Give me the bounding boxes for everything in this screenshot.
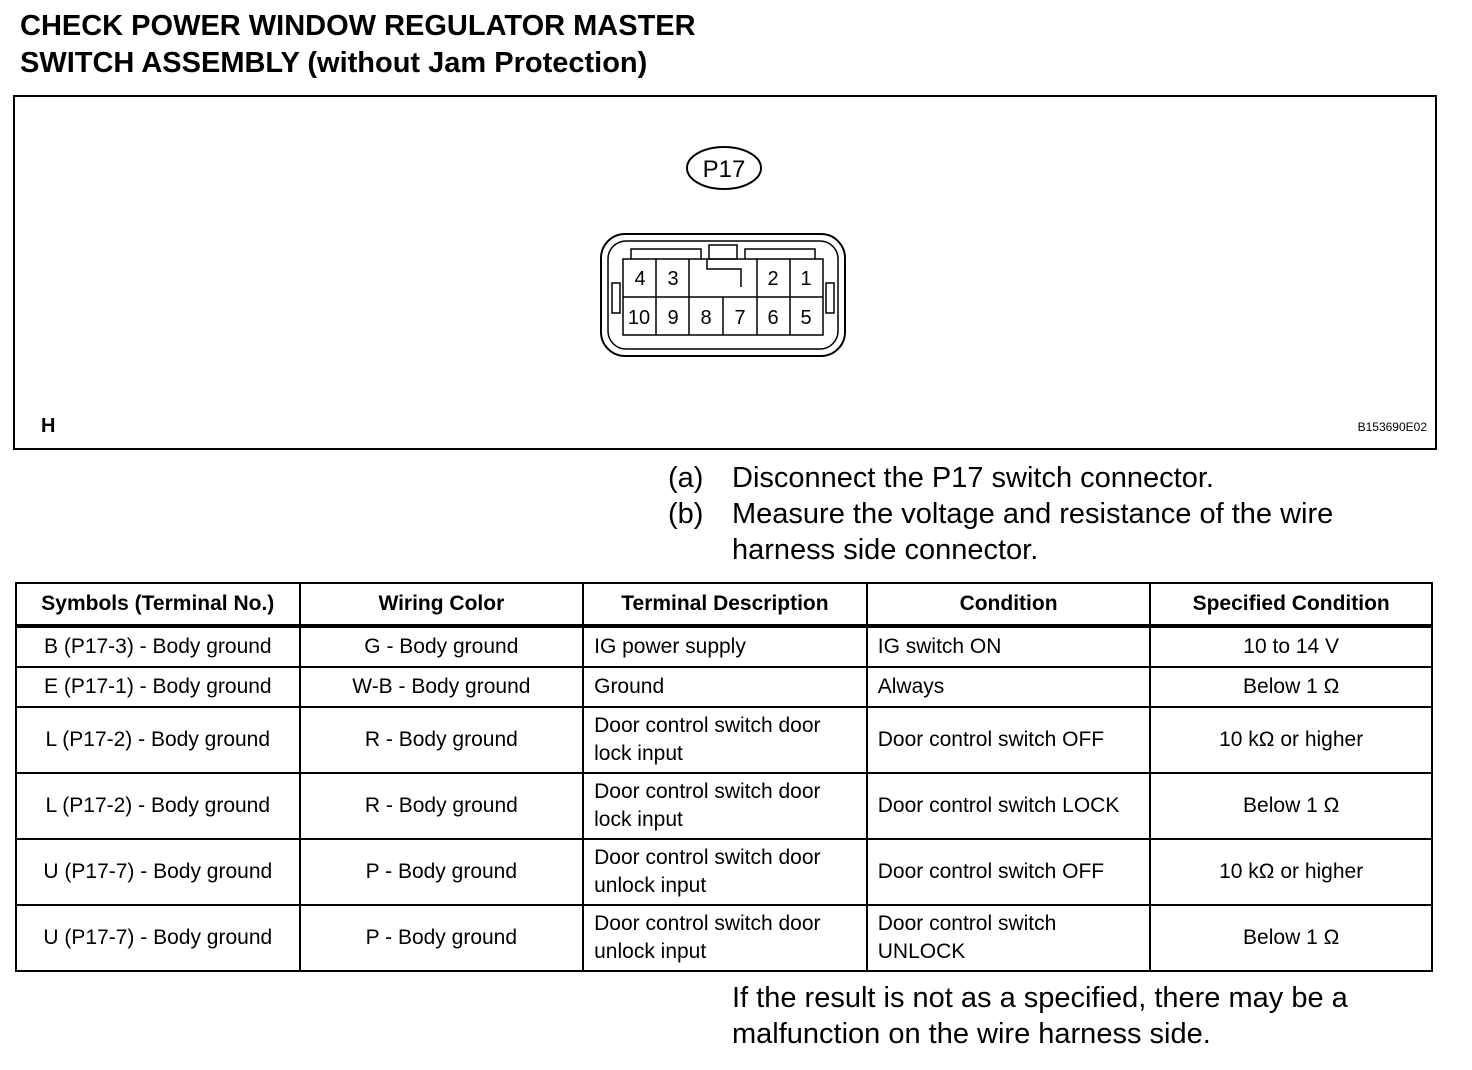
table-row xyxy=(16,707,1432,773)
connector-left-shoulder xyxy=(631,249,701,259)
step-label: (a) xyxy=(668,462,704,494)
cell-description: Door control switch door lock input xyxy=(583,707,867,773)
table-row xyxy=(16,905,1432,971)
table-row xyxy=(16,667,1432,707)
cell-wiring-color: P - Body ground xyxy=(300,905,584,971)
terminal-10: 10 xyxy=(627,307,651,329)
cell-wiring-color: R - Body ground xyxy=(300,773,584,839)
cell-description: Door control switch door lock input xyxy=(583,773,867,839)
cell-description: IG power supply xyxy=(583,626,867,667)
step-text: Disconnect the P17 switch connector. xyxy=(732,462,1214,494)
header-terminal-description: Terminal Description xyxy=(583,583,867,626)
header-specified-condition: Specified Condition xyxy=(1150,583,1432,626)
connector-right-key xyxy=(826,283,834,313)
terminal-9: 9 xyxy=(667,307,679,329)
terminal-1: 1 xyxy=(800,268,812,290)
terminal-4: 4 xyxy=(634,268,646,290)
specification-table xyxy=(15,582,1433,972)
terminal-3: 3 xyxy=(667,268,679,290)
table-header-row xyxy=(16,583,1432,626)
header-condition: Condition xyxy=(867,583,1151,626)
cell-symbol: E (P17-1) - Body ground xyxy=(16,667,300,707)
cell-description: Door control switch door unlock input xyxy=(583,905,867,971)
cell-condition: Door control switch LOCK xyxy=(867,773,1151,839)
cell-wiring-color: P - Body ground xyxy=(300,839,584,905)
cell-symbol: U (P17-7) - Body ground xyxy=(16,905,300,971)
cell-symbol: U (P17-7) - Body ground xyxy=(16,839,300,905)
terminal-6: 6 xyxy=(767,307,779,329)
table-row xyxy=(16,839,1432,905)
terminal-5: 5 xyxy=(800,307,812,329)
connector-figure xyxy=(13,95,1437,450)
cell-wiring-color: W-B - Body ground xyxy=(300,667,584,707)
table-row xyxy=(16,626,1432,667)
title-line-1: CHECK POWER WINDOW REGULATOR MASTER xyxy=(20,10,696,42)
terminal-2: 2 xyxy=(767,268,779,290)
connector-diagram xyxy=(15,97,1435,448)
header-symbols: Symbols (Terminal No.) xyxy=(16,583,300,626)
cell-specified: 10 to 14 V xyxy=(1150,626,1432,667)
cell-specified: Below 1 Ω xyxy=(1150,905,1432,971)
terminal-8: 8 xyxy=(700,307,712,329)
footer-note: If the result is not as a specified, there may be a malfunction on the wire harness side. xyxy=(732,982,1348,1050)
cell-condition: Door control switch OFF xyxy=(867,839,1151,905)
table-row xyxy=(16,773,1432,839)
cell-description: Door control switch door unlock input xyxy=(583,839,867,905)
cell-wiring-color: G - Body ground xyxy=(300,626,584,667)
step-label: (b) xyxy=(668,498,704,530)
figure-corner-label: H xyxy=(41,415,56,437)
procedure-steps xyxy=(668,460,1392,568)
cell-specified: 10 kΩ or higher xyxy=(1150,707,1432,773)
step-b xyxy=(668,496,1392,568)
title-line-2: SWITCH ASSEMBLY (without Jam Protection) xyxy=(20,47,648,79)
cell-condition: Door control switch OFF xyxy=(867,707,1151,773)
figure-code: B153690E02 xyxy=(1357,420,1427,434)
page-title xyxy=(20,8,696,82)
connector-right-shoulder xyxy=(745,249,815,259)
cell-specified: Below 1 Ω xyxy=(1150,773,1432,839)
header-wiring-color: Wiring Color xyxy=(300,583,584,626)
cell-condition: IG switch ON xyxy=(867,626,1151,667)
step-a xyxy=(668,460,1392,496)
connector-lock-tab xyxy=(709,245,737,259)
terminal-7: 7 xyxy=(734,307,746,329)
cell-specified: 10 kΩ or higher xyxy=(1150,839,1432,905)
connector-outer-shell xyxy=(601,234,845,356)
cell-symbol: L (P17-2) - Body ground xyxy=(16,773,300,839)
connector-label: P17 xyxy=(702,156,746,183)
cell-wiring-color: R - Body ground xyxy=(300,707,584,773)
connector-left-key xyxy=(612,283,620,313)
cell-symbol: L (P17-2) - Body ground xyxy=(16,707,300,773)
cell-symbol: B (P17-3) - Body ground xyxy=(16,626,300,667)
step-text: Measure the voltage and resistance of the wire harness side connector. xyxy=(732,498,1334,566)
cell-specified: Below 1 Ω xyxy=(1150,667,1432,707)
cell-condition: Always xyxy=(867,667,1151,707)
cell-condition: Door control switch UNLOCK xyxy=(867,905,1151,971)
cell-description: Ground xyxy=(583,667,867,707)
